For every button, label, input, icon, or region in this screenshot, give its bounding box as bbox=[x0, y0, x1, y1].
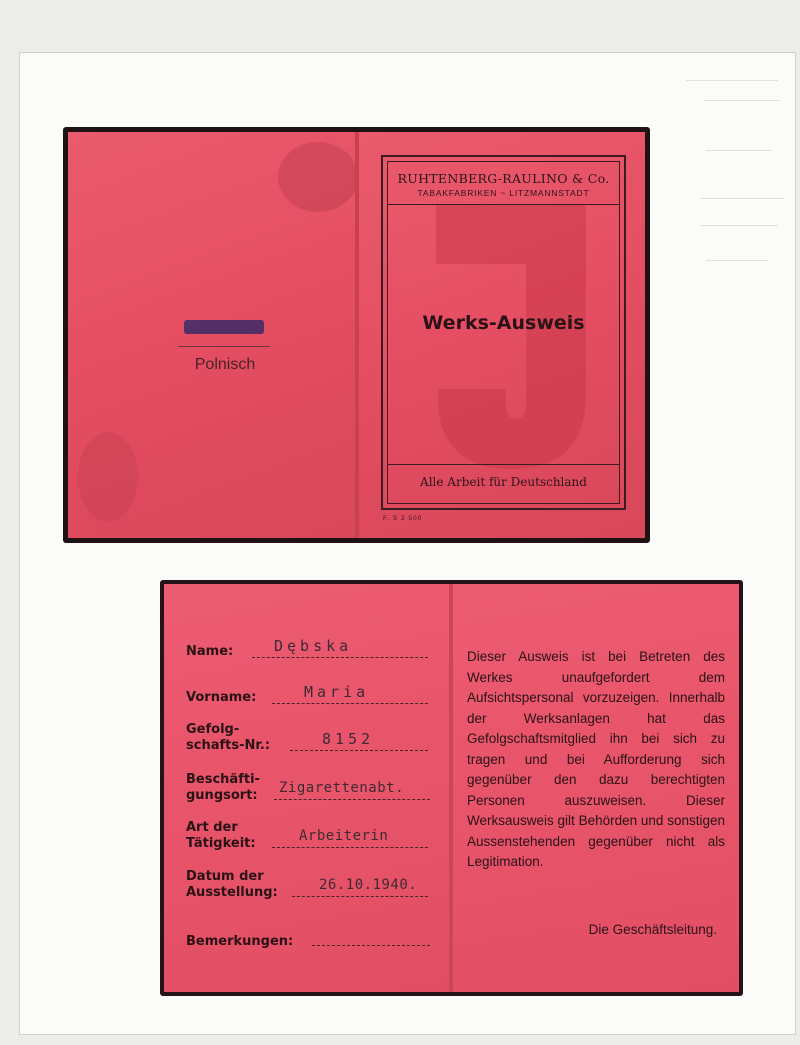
notice-text: Dieser Ausweis ist bei Betreten des Werkes unaufgefordert dem Aufsichtspersonal vorzuzeigen. Innerhalb der Werksanlagen hat das Gefolgschaftsmitglied ihn bei sich zu tragen und bei Aufforderung sich gegenüber den dazu berechtigten Personen auszuweisen. Dieser Werksausweis gilt Behörden und sonstigen Aussenstehenden gegenüber nicht als Legitimation. bbox=[467, 649, 725, 869]
remarks-label: Bemerkungen: bbox=[186, 934, 294, 949]
pencil-mark bbox=[686, 80, 778, 81]
booklet-inside bbox=[160, 580, 743, 996]
nationality-label: Polnisch bbox=[194, 356, 256, 373]
motto-box bbox=[388, 464, 619, 503]
booklet-front bbox=[63, 127, 650, 543]
workplace-value: Zigarettenabt. bbox=[279, 780, 405, 796]
title-frame-inner bbox=[387, 161, 620, 504]
firstname-line bbox=[272, 702, 428, 704]
personal-data-page bbox=[164, 584, 449, 992]
pencil-mark bbox=[700, 225, 778, 226]
pencil-mark bbox=[706, 260, 768, 261]
pencil-mark bbox=[700, 198, 784, 199]
activity-line bbox=[272, 846, 428, 848]
stain bbox=[78, 432, 138, 522]
company-name: RUHTENBERG-RAULINO & Co. bbox=[397, 171, 610, 186]
employee-number-label: Gefolg- schafts-Nr.: bbox=[186, 722, 271, 753]
activity-value: Arbeiterin bbox=[299, 828, 389, 844]
document-title: Werks-Ausweis bbox=[422, 312, 585, 334]
name-label: Name: bbox=[186, 644, 234, 659]
activity-label: Art der Tätigkeit: bbox=[186, 820, 256, 851]
struck-out-text bbox=[184, 320, 264, 334]
management-signoff: Die Geschäftsleitung. bbox=[588, 922, 717, 937]
motto: Alle Arbeit für Deutschland bbox=[420, 475, 587, 489]
front-cover bbox=[68, 132, 355, 538]
title-frame bbox=[381, 155, 626, 510]
notice-page bbox=[453, 584, 739, 992]
issue-date-value: 26.10.1940. bbox=[319, 877, 418, 893]
pencil-mark bbox=[704, 100, 780, 101]
remarks-line bbox=[312, 944, 430, 946]
company-header bbox=[388, 162, 619, 205]
print-code: F. S 2 500 bbox=[383, 515, 423, 522]
issue-date-label: Datum der Ausstellung: bbox=[186, 869, 278, 900]
pencil-mark bbox=[706, 150, 772, 151]
issue-date-line bbox=[292, 895, 428, 897]
surname-value: Dębska bbox=[274, 637, 353, 655]
firstname-value: Maria bbox=[304, 683, 370, 701]
workplace-label: Beschäfti- gungsort: bbox=[186, 772, 260, 803]
stain bbox=[278, 142, 358, 212]
employee-number-value: 8152 bbox=[322, 730, 375, 748]
name-line bbox=[252, 656, 428, 658]
title-page bbox=[359, 132, 645, 538]
stamp-letter-j bbox=[416, 204, 596, 474]
workplace-line bbox=[274, 798, 430, 800]
firstname-label: Vorname: bbox=[186, 690, 257, 705]
company-subtitle: TABAKFABRIKEN ~ LITZMANNSTADT bbox=[417, 188, 590, 198]
divider bbox=[178, 346, 270, 347]
employee-number-line bbox=[290, 749, 428, 751]
